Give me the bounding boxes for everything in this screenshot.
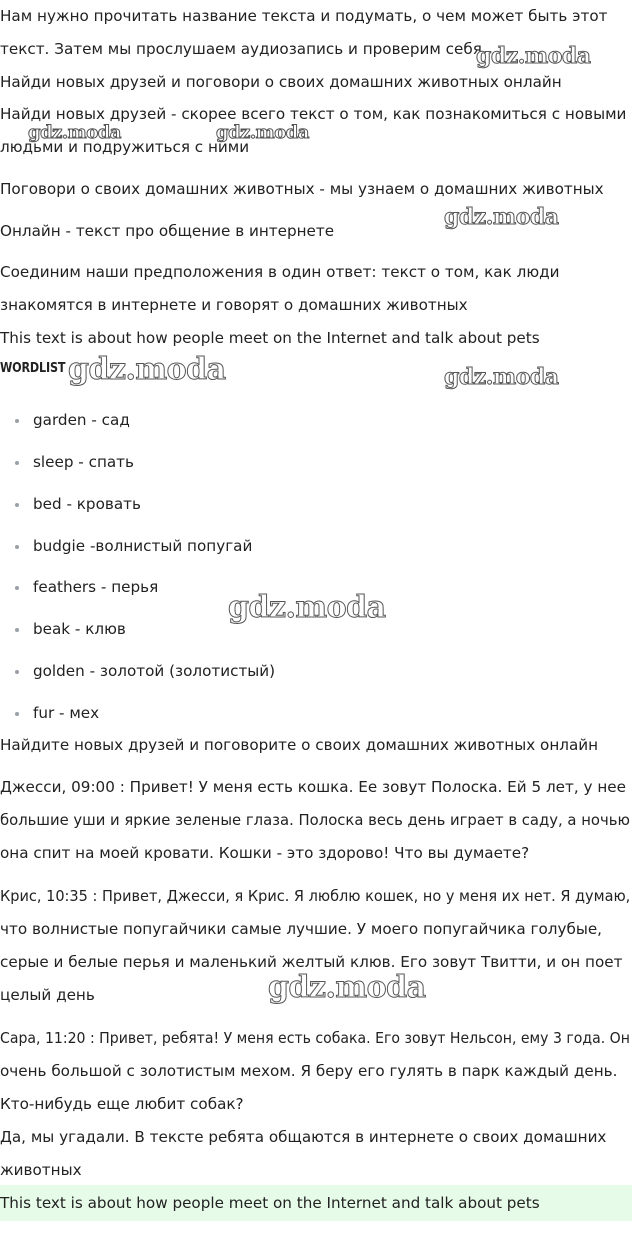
jessie-line-2: большие уши и яркие зеленые глаза. Полоска весь день играет в саду, а ночью xyxy=(0,811,630,829)
bullet-icon xyxy=(15,461,19,465)
watermark: gdz.moda xyxy=(268,970,426,1005)
chris-line-3: серые и белые перья и маленький желтый клюв. Его зовут Твитти, и он поет xyxy=(0,953,623,971)
bullet-icon xyxy=(15,586,19,590)
answer-text: This text is about how people meet on the Internet and talk about pets xyxy=(0,1194,540,1212)
watermark: gdz.moda xyxy=(68,352,226,387)
guess-line-2: людьми и подружиться с ними xyxy=(0,138,250,156)
intro-line-2: текст. Затем мы прослушаем аудиозапись и проверим себя xyxy=(0,40,482,58)
english-summary: This text is about how people meet on the Internet and talk about pets xyxy=(0,329,540,347)
sara-line-1: Сара, 11:20 : Привет, ребята! У меня есть собака. Его зовут Нельсон, ему 3 года. Он xyxy=(0,1029,630,1047)
combined-line-1: Соединим наши предположения в один ответ: текст о том, как люди xyxy=(0,263,560,281)
sara-line-3: Кто-нибудь еще любит собак? xyxy=(0,1095,244,1113)
combined-line-2: знакомятся в интернете и говорят о домашних животных xyxy=(0,296,468,314)
bullet-icon xyxy=(15,419,19,423)
watermark: gdz.moda xyxy=(216,122,309,143)
jessie-line-1: Джесси, 09:00 : Привет! У меня есть кошка. Ее зовут Полоска. Ей 5 лет, у нее xyxy=(0,778,626,796)
chris-line-2: что волнистые попугайчики самые лучшие. У моего попугайчика голубые, xyxy=(0,920,602,938)
bullet-icon xyxy=(15,628,19,632)
wordlist-heading: WORDLIST xyxy=(0,361,66,376)
conclusion-line-2: животных xyxy=(0,1161,82,1179)
bullet-icon xyxy=(15,670,19,674)
watermark: gdz.moda xyxy=(444,204,559,230)
title-translation: Найди новых друзей и поговори о своих домашних животных онлайн xyxy=(0,73,562,91)
guess-online: Онлайн - текст про общение в интернете xyxy=(0,222,335,240)
chris-line-1: Крис, 10:35 : Привет, Джесси, я Крис. Я люблю кошек, но у меня их нет. Я думаю, xyxy=(0,887,631,905)
watermark: gdz.moda xyxy=(28,122,121,143)
chris-line-4: целый день xyxy=(0,986,95,1004)
bullet-icon xyxy=(15,503,19,507)
watermark: gdz.moda xyxy=(444,364,559,390)
conclusion-line-1: Да, мы угадали. В тексте ребята общаются в интернете о своих домашних xyxy=(0,1128,607,1146)
bullet-icon xyxy=(15,545,19,549)
sara-line-2: очень большой с золотистым мехом. Я беру его гулять в парк каждый день. xyxy=(0,1062,618,1080)
jessie-line-3: она спит на моей кровати. Кошки - это здорово! Что вы думаете? xyxy=(0,844,530,862)
guess-pets: Поговори о своих домашних животных - мы узнаем о домашних животных xyxy=(0,180,604,198)
watermark: gdz.moda xyxy=(476,43,591,69)
text-title: Найдите новых друзей и поговорите о своих домашних животных онлайн xyxy=(0,736,599,754)
guess-line-1: Найди новых друзей - скорее всего текст о том, как познакомиться с новыми xyxy=(0,105,627,123)
intro-line-1: Нам нужно прочитать название текста и подумать, о чем может быть этот xyxy=(0,7,608,25)
bullet-icon xyxy=(15,712,19,716)
watermark: gdz.moda xyxy=(228,590,386,625)
